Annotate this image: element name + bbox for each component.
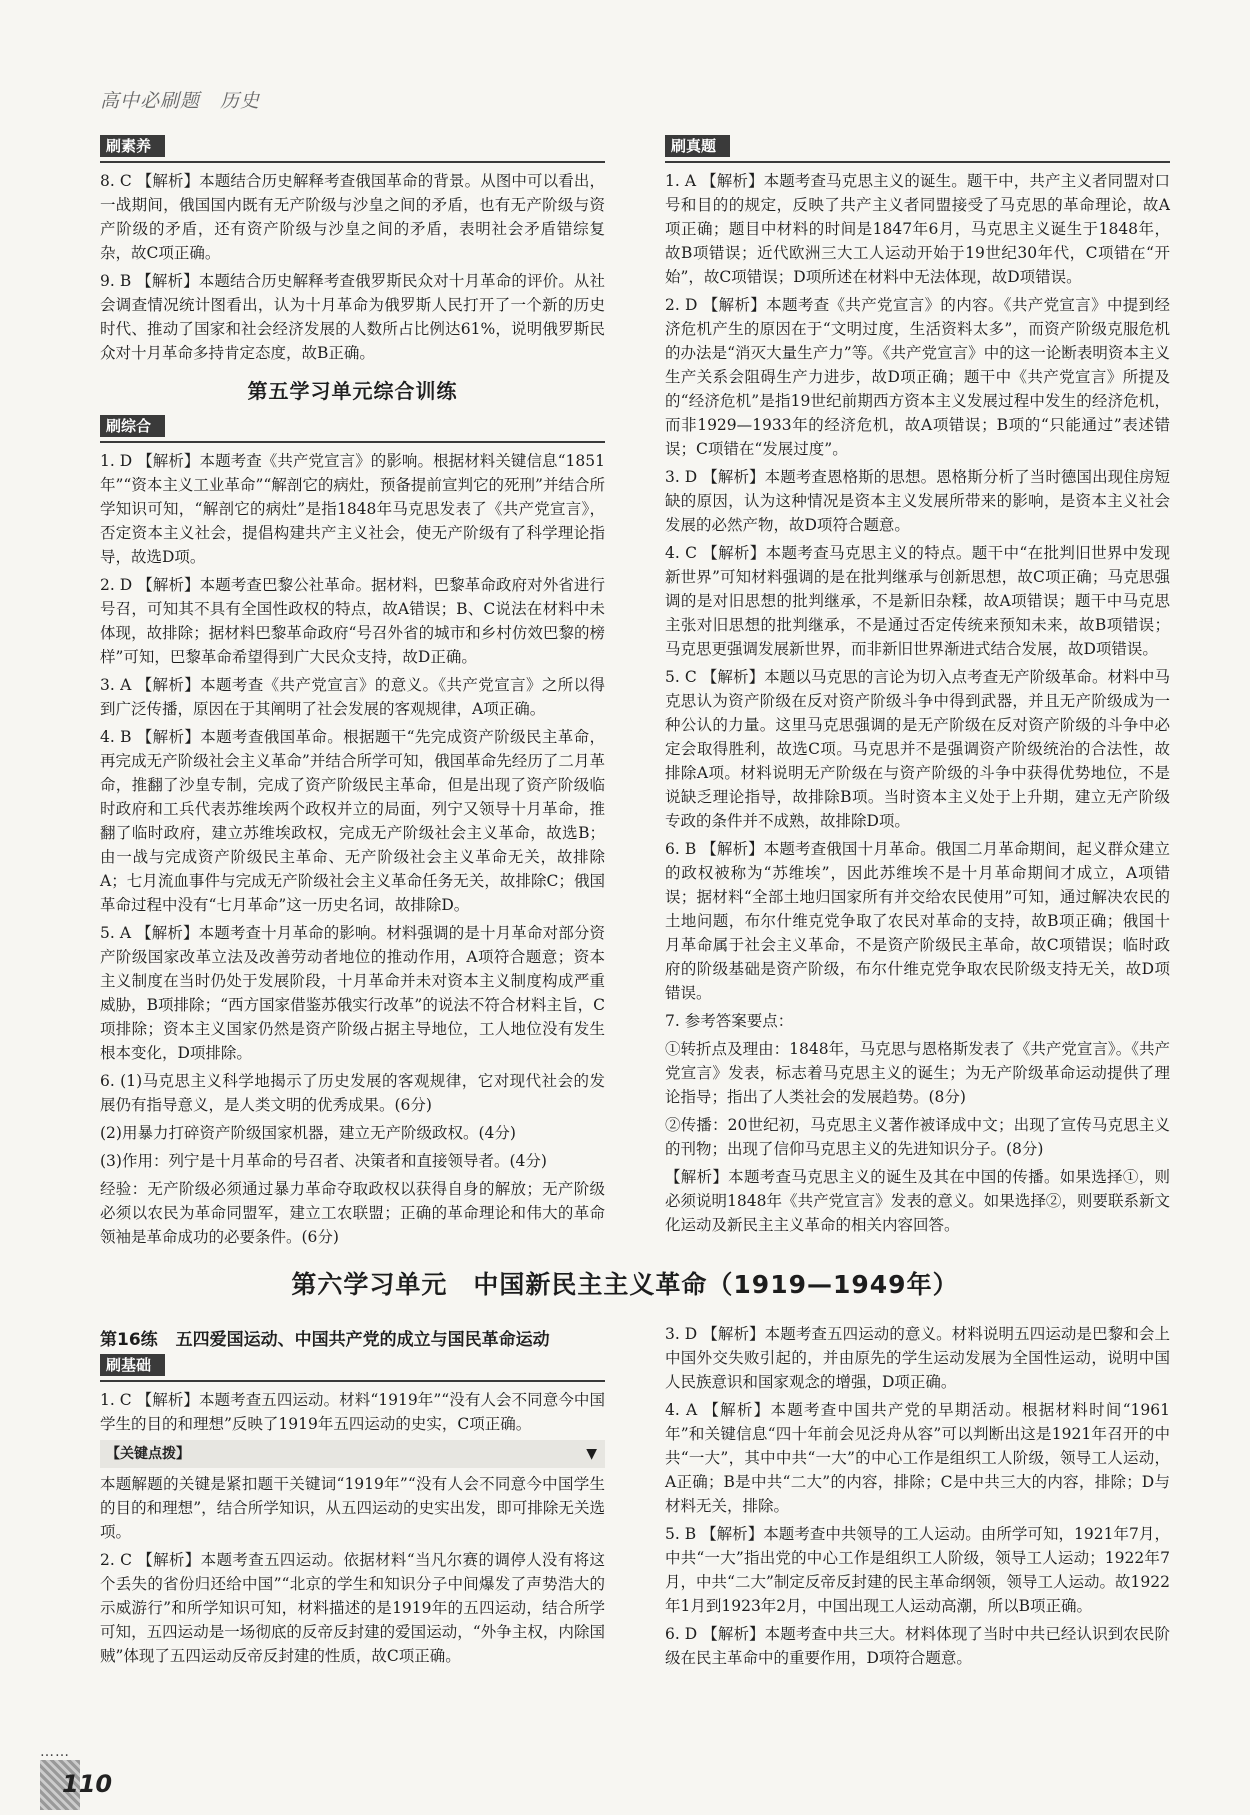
section-title: 第五学习单元综合训练 xyxy=(247,379,458,403)
answer-item: 9. B 【解析】本题结合历史解释考查俄罗斯民众对十月革命的评价。从社会调查情况统计图看出，认为十月革命为俄罗斯人民打开了一个新的历史时代、推动了国家和社会经济发展的人数所占比例达61%，说明俄罗斯民众对十月革命多持肯定态度，故B正确。 xyxy=(100,272,605,362)
page-number: 110 xyxy=(62,1770,113,1798)
answer-item: ①转折点及理由：1848年，马克思与恩格斯发表了《共产党宣言》。《共产党宣言》发表，标志着马克思主义的诞生；为无产阶级革命运动提供了理论指导；指出了人类社会的发展趋势。(8分) xyxy=(665,1040,1170,1106)
answer-item: 1. A 【解析】本题考查马克思主义的诞生。题干中，共产主义者同盟对口号和目的的规定，反映了共产主义者同盟接受了马克思的革命理论，故A项正确；题目中材料的时间是1847年6月，马克思主义诞生于1848年，故B项错误；近代欧洲三大工人运动开始于19世纪30年代，C项错在“开始”，故C项错误；D项所述在材料中无法体现，故D项错误。 xyxy=(665,172,1170,286)
left-column-bottom xyxy=(100,1352,605,1672)
section-tag: 刷基础 xyxy=(100,1354,165,1376)
answer-item: (3)作用：列宁是十月革命的号召者、决策者和直接领导者。(4分) xyxy=(100,1152,547,1170)
lesson-number: 第16练 xyxy=(100,1330,158,1350)
answer-item: 1. D 【解析】本题考查《共产党宣言》的影响。根据材料关键信息“1851年”“资本主义工业革命”“解剖它的病灶，预备提前宣判它的死刑”并结合所学知识可知，“解剖它的病灶”是指1848年马克思发表了《共产党宣言》，否定资本主义社会，提倡构建共产主义社会，使无产阶级有了科学理论指导，故选D项。 xyxy=(100,452,605,566)
answer-item: 6. D 【解析】本题考查中共三大。材料体现了当时中共已经认识到农民阶级在民主革命中的重要作用，D项符合题意。 xyxy=(665,1625,1170,1667)
triangle-down-icon: ▼ xyxy=(586,1446,597,1462)
answer-item: 6. B 【解析】本题考查俄国十月革命。俄国二月革命期间，起义群众建立的政权被称为“苏维埃”，因此苏维埃不是十月革命期间才成立，A项错误；据材料“全部土地归国家所有并交给农民使用”可知，通过解决农民的土地问题，布尔什维克党争取了农民对革命的支持，故B项正确；俄国十月革命属于社会主义革命，不是资产阶级民主革命，故C项错误；临时政府的阶级基础是资产阶级，布尔什维克党争取农民阶级支持无关，故D项错误。 xyxy=(665,840,1170,1002)
answer-item: 4. B 【解析】本题考查俄国革命。根据题干“先完成资产阶级民主革命，再完成无产阶级社会主义革命”并结合所学可知，俄国革命先经历了二月革命，推翻了沙皇专制，完成了资产阶级民主革命，但是出现了资产阶级临时政府和工兵代表苏维埃两个政权并立的局面，列宁又领导十月革命，推翻了临时政府，建立苏维埃政权，完成无产阶级社会主义革命，故选B；由一战与完成资产阶级民主革命、无产阶级社会主义革命无关，故排除A；七月流血事件与完成无产阶级社会主义革命任务无关，故排除C；俄国革命过程中没有“七月革命”这一历史名词，故排除D。 xyxy=(100,728,605,914)
right-column-bottom xyxy=(665,1322,1170,1674)
answer-item: ②传播：20世纪初，马克思主义著作被译成中文；出现了宣传马克思主义的刊物；出现了信仰马克思主义的先进知识分子。(8分) xyxy=(665,1116,1170,1158)
lesson-title xyxy=(100,1325,640,1350)
answer-item: 8. C 【解析】本题结合历史解释考查俄国革命的背景。从图中可以看出，一战期间，俄国国内既有无产阶级与沙皇之间的矛盾，也有无产阶级与资产阶级的矛盾，还有资产阶级与沙皇之间的矛盾，表明社会矛盾错综复杂，故C项正确。 xyxy=(100,172,605,262)
answer-item: 5. A 【解析】本题考查十月革命的影响。材料强调的是十月革命对部分资产阶级国家改革立法及改善劳动者地位的推动作用，A项符合题意；资本主义制度在当时仍处于发展阶段，十月革命并未对资本主义制度构成严重威胁，B项排除；“西方国家借鉴苏俄实行改革”的说法不符合材料主旨，C项排除；资本主义国家仍然是资产阶级占据主导地位，工人地位没有发生根本变化，D项排除。 xyxy=(100,924,605,1062)
lesson-name: 五四爱国运动、中国共产党的成立与国民革命运动 xyxy=(175,1330,550,1350)
answer-item: 5. B 【解析】本题考查中共领导的工人运动。由所学可知，1921年7月，中共“一大”指出党的中心工作是组织工人阶级，领导工人运动；1922年7月，中共“二大”制定反帝反封建的民主革命纲领，领导工人运动。故1922年1月到1923年2月，中国出现工人运动高潮，所以B项正确。 xyxy=(665,1525,1170,1615)
answer-item: 1. C 【解析】本题考查五四运动。材料“1919年”“没有人会不同意今中国学生的目的和理想”反映了1919年五四运动的史实，C项正确。 xyxy=(100,1391,605,1433)
answer-item: 6. (1)马克思主义科学地揭示了历史发展的客观规律，它对现代社会的发展仍有指导意义，是人类文明的优秀成果。(6分) xyxy=(100,1072,605,1114)
right-column-top xyxy=(665,133,1170,1241)
answer-item: 5. C 【解析】本题以马克思的言论为切入点考查无产阶级革命。材料中马克思认为资产阶级在反对资产阶级斗争中得到武器，并且无产阶级成为一种公认的力量。这里马克思强调的是无产阶级在反对资产阶级的斗争中必定会取得胜利，故选C项。马克思并不是强调资产阶级统治的合法性，故排除A项。材料说明无产阶级在与资产阶级的斗争中获得优势地位，不是说缺乏理论指导，故排除B项。当时资本主义处于上升期，建立无产阶级专政的条件并不成熟，故排除D项。 xyxy=(665,668,1170,830)
section-tag: 刷素养 xyxy=(100,135,165,157)
section-tag: 刷综合 xyxy=(100,415,165,437)
answer-item: 2. C 【解析】本题考查五四运动。依据材料“当凡尔赛的调停人没有将这个丢失的省份归还给中国”“北京的学生和知识分子中间爆发了声势浩大的示威游行”和所学知识可知，材料描述的是1919年的五四运动，结合所学可知，五四运动是一场彻底的反帝反封建的爱国运动，“外争主权，内除国贼”体现了五四运动反帝反封建的性质，故C项正确。 xyxy=(100,1551,605,1665)
answer-item: 3. D 【解析】本题考查恩格斯的思想。恩格斯分析了当时德国出现住房短缺的原因，认为这种情况是资本主义发展所带来的影响，是资本主义社会发展的必然产物，故D项符合题意。 xyxy=(665,468,1170,534)
answer-item: 2. D 【解析】本题考查《共产党宣言》的内容。《共产党宣言》中提到经济危机产生的原因在于“文明过度，生活资料太多”，而资产阶级克服危机的办法是“消灭大量生产力”等。《共产党宣言》中的这一论断表明资本主义生产关系会阻碍生产力进步，故D项正确；题干中《共产党宣言》所提及的“经济危机”是指19世纪前期西方资本主义发展过程中发生的经济危机，而非1929—1933年的经济危机，故A项错误；B项的“只能通过”表述错误；C项错在“发展过度”。 xyxy=(665,296,1170,458)
answer-item: 【解析】本题考查马克思主义的诞生及其在中国的传播。如果选择①，则必须说明1848年《共产党宣言》发表的意义。如果选择②，则要联系新文化运动及新民主主义革命的相关内容回答。 xyxy=(665,1168,1170,1234)
answer-item: 经验：无产阶级必须通过暴力革命夺取政权以获得自身的解放；无产阶级必须以农民为革命同盟军，建立工农联盟；正确的革命理论和伟大的革命领袖是革命成功的必要条件。(6分) xyxy=(100,1180,605,1246)
answer-item: 2. D 【解析】本题考查巴黎公社革命。据材料，巴黎革命政府对外省进行号召，可知其不具有全国性政权的特点，故A错误；B、C说法在材料中未体现，故排除；据材料巴黎革命政府“号召外省的城市和乡村仿效巴黎的榜样”可知，巴黎革命希望得到广大民众支持，故D正确。 xyxy=(100,576,605,666)
answer-item: 4. A 【解析】本题考查中国共产党的早期活动。根据材料时间“1961年”和关键信息“四十年前会见泛舟从容”可以判断出这是1921年召开的中共“一大”，其中中共“一大”的中心工作是组织工人阶级，领导工人运动，A正确；B是中共“二大”的内容，排除；C是中共三大的内容，排除；D与材料无关，排除。 xyxy=(665,1401,1170,1515)
unit-title: 第六学习单元 中国新民主主义革命（1919—1949年） xyxy=(291,1270,959,1299)
answer-item: 3. A 【解析】本题考查《共产党宣言》的意义。《共产党宣言》之所以得到广泛传播，原因在于其阐明了社会发展的客观规律，A项正确。 xyxy=(100,676,605,718)
footer xyxy=(62,1770,112,1798)
answer-item: (2)用暴力打碎资产阶级国家机器，建立无产阶级政权。(4分) xyxy=(100,1124,516,1142)
footer-dots: …… xyxy=(40,1744,70,1760)
answer-item: 4. C 【解析】本题考查马克思主义的特点。题干中“在批判旧世界中发现新世界”可知材料强调的是在批判继承与创新思想，故C项正确；马克思强调的是对旧思想的批判继承，不是新旧杂糅，故A项错误；题干中马克思主张对旧思想的批判继承，不是通过否定传统来预知未来，故B项错误；马克思更强调发展新世界，而非新旧世界渐进式结合发展，故D项错误。 xyxy=(665,544,1170,658)
page-header: 高中必刷题 历史 xyxy=(100,90,261,112)
keypoint-label: 【关键点拨】 xyxy=(106,1446,190,1462)
left-column-top xyxy=(100,133,605,1253)
answer-item: 7. 参考答案要点： xyxy=(665,1012,794,1030)
keypoint-box xyxy=(100,1440,605,1468)
answer-item: 3. D 【解析】本题考查五四运动的意义。材料说明五四运动是巴黎和会上中国外交失败引起的，并由原先的学生运动发展为全国性运动，说明中国人民族意识和国家观念的增强，D项正确。 xyxy=(665,1325,1170,1391)
keypoint-text: 本题解题的关键是紧扣题干关键词“1919年”“没有人会不同意今中国学生的目的和理想”，结合所学知识，从五四运动的史实出发，即可排除无关选项。 xyxy=(100,1475,605,1541)
section-tag: 刷真题 xyxy=(665,135,730,157)
